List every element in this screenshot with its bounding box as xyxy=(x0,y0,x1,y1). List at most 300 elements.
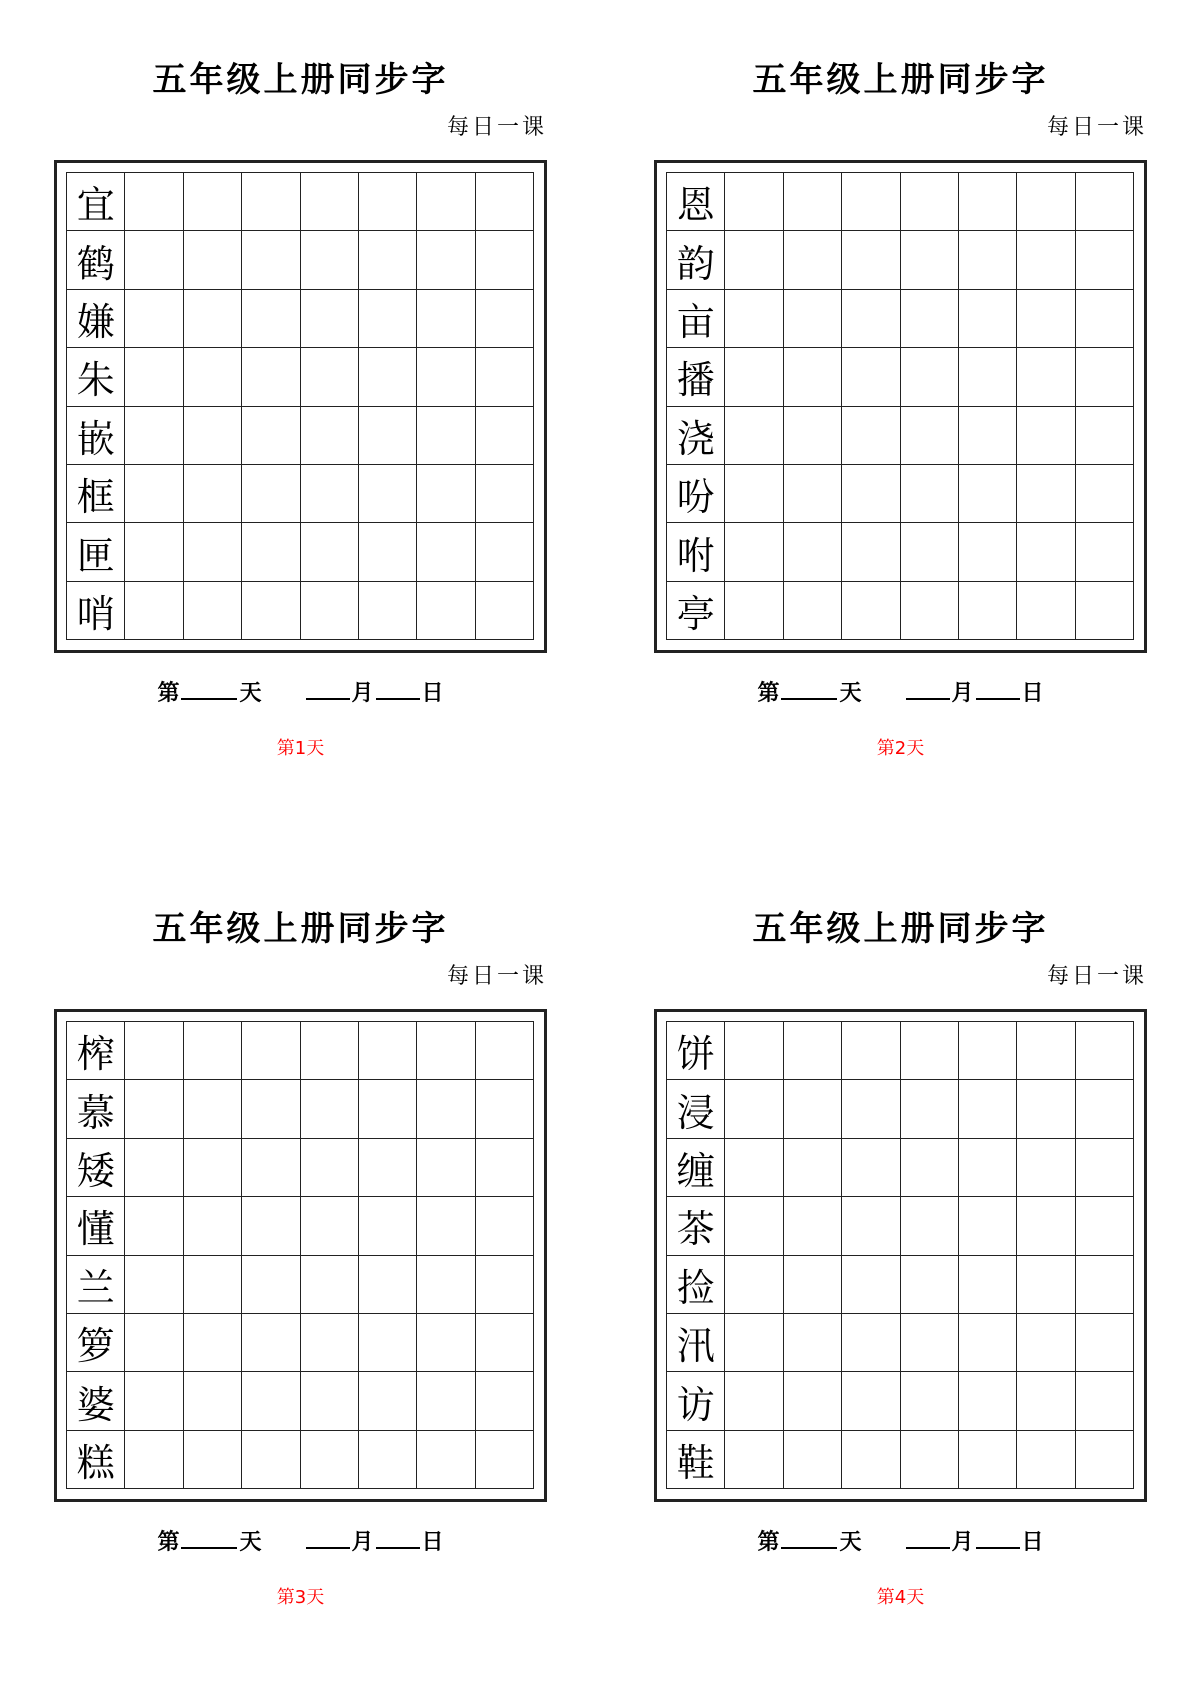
practice-cell xyxy=(725,465,783,523)
practice-cell xyxy=(959,407,1017,465)
practice-cell xyxy=(1076,290,1134,348)
practice-cell xyxy=(242,1080,300,1138)
practice-cell xyxy=(242,231,300,289)
practice-cell xyxy=(725,523,783,581)
practice-cell xyxy=(242,523,300,581)
practice-cell xyxy=(842,1431,900,1489)
practice-cell xyxy=(1017,1022,1075,1080)
model-char-cell: 嵌 xyxy=(67,407,125,465)
practice-cell xyxy=(1017,231,1075,289)
practice-cell xyxy=(1076,173,1134,231)
practice-cell xyxy=(842,1139,900,1197)
practice-cell xyxy=(476,1022,534,1080)
model-char-cell: 吩 xyxy=(667,465,725,523)
date-line xyxy=(54,676,547,707)
practice-cell xyxy=(417,1139,475,1197)
practice-cell xyxy=(959,1197,1017,1255)
practice-cell xyxy=(359,523,417,581)
model-char-cell: 框 xyxy=(67,465,125,523)
practice-cell xyxy=(959,582,1017,640)
practice-cell xyxy=(1017,465,1075,523)
practice-cell xyxy=(1017,1080,1075,1138)
practice-cell xyxy=(242,1372,300,1430)
practice-cell xyxy=(184,1256,242,1314)
practice-cell xyxy=(125,1139,183,1197)
practice-cell xyxy=(476,1139,534,1197)
practice-cell xyxy=(476,1197,534,1255)
practice-cell xyxy=(417,1022,475,1080)
day-label: 第4天 xyxy=(876,1587,925,1608)
practice-cell xyxy=(125,1372,183,1430)
practice-cell xyxy=(784,231,842,289)
date-line xyxy=(54,1525,547,1556)
month-unit: 月 xyxy=(351,680,374,706)
practice-cell xyxy=(417,407,475,465)
practice-cell xyxy=(725,1022,783,1080)
sheet-title: 五年级上册同步字 xyxy=(752,909,1049,949)
practice-cell xyxy=(359,1022,417,1080)
practice-cell xyxy=(476,1314,534,1372)
practice-cell xyxy=(1017,523,1075,581)
practice-cell xyxy=(959,1139,1017,1197)
practice-cell xyxy=(301,1139,359,1197)
practice-cell xyxy=(959,1080,1017,1138)
practice-cell xyxy=(725,1431,783,1489)
practice-cell xyxy=(301,1314,359,1372)
model-char-cell: 捡 xyxy=(667,1256,725,1314)
practice-cell xyxy=(359,1431,417,1489)
practice-cell xyxy=(901,1139,959,1197)
model-char-cell: 矮 xyxy=(67,1139,125,1197)
practice-cell xyxy=(184,1197,242,1255)
practice-cell xyxy=(842,582,900,640)
date-unit: 日 xyxy=(421,1529,444,1555)
practice-cell xyxy=(417,290,475,348)
practice-cell xyxy=(301,407,359,465)
practice-cell xyxy=(842,407,900,465)
practice-cell xyxy=(784,1080,842,1138)
practice-cell xyxy=(959,523,1017,581)
practice-cell xyxy=(901,231,959,289)
practice-cell xyxy=(901,523,959,581)
practice-cell xyxy=(125,1314,183,1372)
practice-cell xyxy=(725,1256,783,1314)
practice-cell xyxy=(242,407,300,465)
practice-cell xyxy=(1076,1139,1134,1197)
practice-cell xyxy=(242,290,300,348)
model-char-cell: 婆 xyxy=(67,1372,125,1430)
month-unit: 月 xyxy=(351,1529,374,1555)
practice-cell xyxy=(784,1314,842,1372)
practice-cell xyxy=(476,1256,534,1314)
model-char-cell: 箩 xyxy=(67,1314,125,1372)
practice-cell xyxy=(784,173,842,231)
writing-grid xyxy=(666,172,1134,640)
practice-cell xyxy=(842,1197,900,1255)
practice-cell xyxy=(417,1372,475,1430)
practice-cell xyxy=(301,465,359,523)
practice-cell xyxy=(359,1314,417,1372)
date-prefix: 第 xyxy=(157,1529,180,1555)
practice-cell xyxy=(842,290,900,348)
model-char-cell: 鞋 xyxy=(667,1431,725,1489)
practice-cell xyxy=(125,523,183,581)
practice-cell xyxy=(359,1372,417,1430)
practice-cell xyxy=(1076,407,1134,465)
practice-cell xyxy=(901,1314,959,1372)
practice-cell xyxy=(901,1256,959,1314)
practice-cell xyxy=(959,1314,1017,1372)
model-char-cell: 播 xyxy=(667,348,725,406)
practice-cell xyxy=(184,348,242,406)
practice-cell xyxy=(417,582,475,640)
practice-cell xyxy=(125,407,183,465)
practice-cell xyxy=(359,348,417,406)
practice-cell xyxy=(417,523,475,581)
practice-cell xyxy=(725,173,783,231)
practice-cell xyxy=(959,1431,1017,1489)
practice-cell xyxy=(784,465,842,523)
practice-cell xyxy=(784,1256,842,1314)
practice-cell xyxy=(1076,348,1134,406)
date-blank xyxy=(376,1529,420,1549)
practice-cell xyxy=(1076,1080,1134,1138)
sheet-subtitle: 每日一课 xyxy=(446,115,547,140)
practice-cell xyxy=(125,1431,183,1489)
writing-grid xyxy=(66,1021,534,1489)
practice-cell xyxy=(784,407,842,465)
practice-cell xyxy=(784,523,842,581)
practice-cell xyxy=(725,231,783,289)
practice-cell xyxy=(184,1139,242,1197)
practice-cell xyxy=(359,1139,417,1197)
practice-cell xyxy=(125,465,183,523)
practice-cell xyxy=(184,1080,242,1138)
model-char-cell: 恩 xyxy=(667,173,725,231)
practice-cell xyxy=(901,1372,959,1430)
practice-cell xyxy=(417,1431,475,1489)
practice-cell xyxy=(901,1080,959,1138)
practice-cell xyxy=(184,582,242,640)
practice-cell xyxy=(784,1431,842,1489)
practice-cell xyxy=(359,290,417,348)
practice-cell xyxy=(359,1080,417,1138)
practice-cell xyxy=(1017,348,1075,406)
model-char-cell: 亩 xyxy=(667,290,725,348)
model-char-cell: 榨 xyxy=(67,1022,125,1080)
practice-cell xyxy=(301,523,359,581)
practice-cell xyxy=(417,348,475,406)
model-char-cell: 鹤 xyxy=(67,231,125,289)
practice-cell xyxy=(359,173,417,231)
practice-cell xyxy=(959,1256,1017,1314)
practice-cell xyxy=(476,231,534,289)
practice-sheet xyxy=(654,909,1147,1608)
practice-cell xyxy=(125,290,183,348)
practice-cell xyxy=(242,582,300,640)
practice-cell xyxy=(242,348,300,406)
practice-cell xyxy=(1017,1431,1075,1489)
model-char-cell: 缠 xyxy=(667,1139,725,1197)
sheet-subtitle: 每日一课 xyxy=(1046,115,1147,140)
writing-grid-frame xyxy=(654,160,1147,653)
date-unit: 日 xyxy=(1021,1529,1044,1555)
practice-cell xyxy=(242,1022,300,1080)
practice-cell xyxy=(1076,523,1134,581)
practice-cell xyxy=(242,1197,300,1255)
date-blank xyxy=(976,680,1020,700)
practice-cell xyxy=(1076,1022,1134,1080)
practice-cell xyxy=(184,1022,242,1080)
day-number-blank xyxy=(781,680,837,700)
model-char-cell: 咐 xyxy=(667,523,725,581)
model-char-cell: 哨 xyxy=(67,582,125,640)
day-label: 第2天 xyxy=(876,738,925,759)
model-char-cell: 宜 xyxy=(67,173,125,231)
practice-cell xyxy=(842,1022,900,1080)
practice-cell xyxy=(125,348,183,406)
model-char-cell: 韵 xyxy=(667,231,725,289)
month-unit: 月 xyxy=(951,680,974,706)
practice-cell xyxy=(725,407,783,465)
practice-cell xyxy=(476,1080,534,1138)
model-char-cell: 慕 xyxy=(67,1080,125,1138)
practice-cell xyxy=(359,1197,417,1255)
practice-cell xyxy=(725,348,783,406)
practice-cell xyxy=(1076,1431,1134,1489)
practice-cell xyxy=(842,348,900,406)
month-blank xyxy=(306,1529,350,1549)
practice-cell xyxy=(959,1372,1017,1430)
practice-cell xyxy=(359,231,417,289)
practice-cell xyxy=(359,1256,417,1314)
practice-cell xyxy=(301,348,359,406)
writing-grid xyxy=(666,1021,1134,1489)
day-number-blank xyxy=(181,1529,237,1549)
practice-cell xyxy=(301,1372,359,1430)
practice-cell xyxy=(725,1080,783,1138)
practice-cell xyxy=(842,1080,900,1138)
practice-cell xyxy=(476,290,534,348)
practice-cell xyxy=(417,1314,475,1372)
sheet-title: 五年级上册同步字 xyxy=(152,909,449,949)
model-char-cell: 兰 xyxy=(67,1256,125,1314)
practice-cell xyxy=(359,407,417,465)
practice-cell xyxy=(784,1139,842,1197)
practice-cell xyxy=(901,173,959,231)
practice-cell xyxy=(242,1431,300,1489)
writing-grid-frame xyxy=(54,1009,547,1502)
practice-cell xyxy=(842,523,900,581)
practice-cell xyxy=(1017,1197,1075,1255)
practice-cell xyxy=(184,465,242,523)
practice-cell xyxy=(242,1314,300,1372)
model-char-cell: 朱 xyxy=(67,348,125,406)
practice-cell xyxy=(476,582,534,640)
practice-cell xyxy=(784,290,842,348)
model-char-cell: 糕 xyxy=(67,1431,125,1489)
practice-cell xyxy=(725,1197,783,1255)
practice-cell xyxy=(959,173,1017,231)
practice-cell xyxy=(242,1139,300,1197)
practice-cell xyxy=(1076,1372,1134,1430)
model-char-cell: 浸 xyxy=(667,1080,725,1138)
practice-cell xyxy=(959,465,1017,523)
practice-cell xyxy=(784,582,842,640)
practice-cell xyxy=(184,1372,242,1430)
practice-cell xyxy=(725,1314,783,1372)
model-char-cell: 汛 xyxy=(667,1314,725,1372)
practice-cell xyxy=(901,290,959,348)
practice-cell xyxy=(1076,1256,1134,1314)
practice-cell xyxy=(725,290,783,348)
model-char-cell: 嫌 xyxy=(67,290,125,348)
date-unit: 日 xyxy=(421,680,444,706)
writing-grid-frame xyxy=(654,1009,1147,1502)
practice-cell xyxy=(1076,1314,1134,1372)
model-char-cell: 浇 xyxy=(667,407,725,465)
practice-cell xyxy=(417,1080,475,1138)
practice-cell xyxy=(842,173,900,231)
practice-cell xyxy=(301,1431,359,1489)
day-unit: 天 xyxy=(239,680,262,706)
practice-cell xyxy=(417,231,475,289)
practice-cell xyxy=(784,1197,842,1255)
practice-cell xyxy=(842,1256,900,1314)
practice-cell xyxy=(359,582,417,640)
date-blank xyxy=(976,1529,1020,1549)
model-char-cell: 访 xyxy=(667,1372,725,1430)
practice-cell xyxy=(959,231,1017,289)
day-number-blank xyxy=(181,680,237,700)
practice-cell xyxy=(784,1022,842,1080)
sheet-subtitle: 每日一课 xyxy=(446,964,547,989)
practice-cell xyxy=(242,1256,300,1314)
practice-cell xyxy=(125,1080,183,1138)
practice-cell xyxy=(725,1372,783,1430)
practice-cell xyxy=(784,1372,842,1430)
practice-cell xyxy=(184,231,242,289)
day-label: 第3天 xyxy=(276,1587,325,1608)
practice-cell xyxy=(417,1256,475,1314)
day-number-blank xyxy=(781,1529,837,1549)
model-char-cell: 匣 xyxy=(67,523,125,581)
practice-cell xyxy=(1017,173,1075,231)
writing-grid-frame xyxy=(54,160,547,653)
practice-cell xyxy=(1017,1139,1075,1197)
practice-cell xyxy=(417,1197,475,1255)
model-char-cell: 亭 xyxy=(667,582,725,640)
practice-cell xyxy=(901,407,959,465)
day-label: 第1天 xyxy=(276,738,325,759)
practice-cell xyxy=(1017,1372,1075,1430)
practice-cell xyxy=(1076,1197,1134,1255)
model-char-cell: 茶 xyxy=(667,1197,725,1255)
practice-cell xyxy=(301,173,359,231)
date-prefix: 第 xyxy=(757,680,780,706)
practice-cell xyxy=(184,1431,242,1489)
practice-cell xyxy=(959,348,1017,406)
day-unit: 天 xyxy=(839,680,862,706)
practice-cell xyxy=(301,582,359,640)
practice-cell xyxy=(1017,1256,1075,1314)
practice-cell xyxy=(842,231,900,289)
practice-cell xyxy=(1017,582,1075,640)
practice-cell xyxy=(125,173,183,231)
practice-cell xyxy=(359,465,417,523)
date-prefix: 第 xyxy=(757,1529,780,1555)
practice-cell xyxy=(301,1080,359,1138)
practice-cell xyxy=(1017,407,1075,465)
practice-cell xyxy=(125,1022,183,1080)
practice-cell xyxy=(476,523,534,581)
practice-cell xyxy=(842,1372,900,1430)
practice-cell xyxy=(476,1372,534,1430)
practice-cell xyxy=(125,1197,183,1255)
practice-cell xyxy=(1076,465,1134,523)
date-blank xyxy=(376,680,420,700)
practice-cell xyxy=(184,173,242,231)
practice-cell xyxy=(476,1431,534,1489)
practice-sheet xyxy=(54,60,547,759)
practice-cell xyxy=(417,173,475,231)
writing-grid xyxy=(66,172,534,640)
practice-cell xyxy=(476,407,534,465)
practice-cell xyxy=(784,348,842,406)
date-line xyxy=(654,1525,1147,1556)
practice-cell xyxy=(901,465,959,523)
practice-cell xyxy=(1076,231,1134,289)
practice-cell xyxy=(842,1314,900,1372)
practice-cell xyxy=(301,290,359,348)
practice-cell xyxy=(901,582,959,640)
practice-cell xyxy=(959,1022,1017,1080)
day-unit: 天 xyxy=(239,1529,262,1555)
practice-sheet xyxy=(654,60,1147,759)
practice-cell xyxy=(725,1139,783,1197)
date-unit: 日 xyxy=(1021,680,1044,706)
sheet-subtitle: 每日一课 xyxy=(1046,964,1147,989)
practice-cell xyxy=(184,1314,242,1372)
month-blank xyxy=(306,680,350,700)
model-char-cell: 饼 xyxy=(667,1022,725,1080)
practice-cell xyxy=(842,465,900,523)
practice-cell xyxy=(125,1256,183,1314)
practice-cell xyxy=(725,582,783,640)
practice-cell xyxy=(301,231,359,289)
day-unit: 天 xyxy=(839,1529,862,1555)
practice-cell xyxy=(125,231,183,289)
model-char-cell: 懂 xyxy=(67,1197,125,1255)
practice-cell xyxy=(301,1197,359,1255)
date-line xyxy=(654,676,1147,707)
month-blank xyxy=(906,1529,950,1549)
practice-cell xyxy=(1017,290,1075,348)
practice-cell xyxy=(1017,1314,1075,1372)
month-unit: 月 xyxy=(951,1529,974,1555)
practice-cell xyxy=(476,348,534,406)
practice-cell xyxy=(184,407,242,465)
practice-cell xyxy=(417,465,475,523)
practice-cell xyxy=(901,348,959,406)
practice-cell xyxy=(301,1256,359,1314)
practice-cell xyxy=(959,290,1017,348)
practice-cell xyxy=(242,173,300,231)
practice-cell xyxy=(301,1022,359,1080)
practice-sheet xyxy=(54,909,547,1608)
practice-cell xyxy=(125,582,183,640)
practice-cell xyxy=(901,1431,959,1489)
